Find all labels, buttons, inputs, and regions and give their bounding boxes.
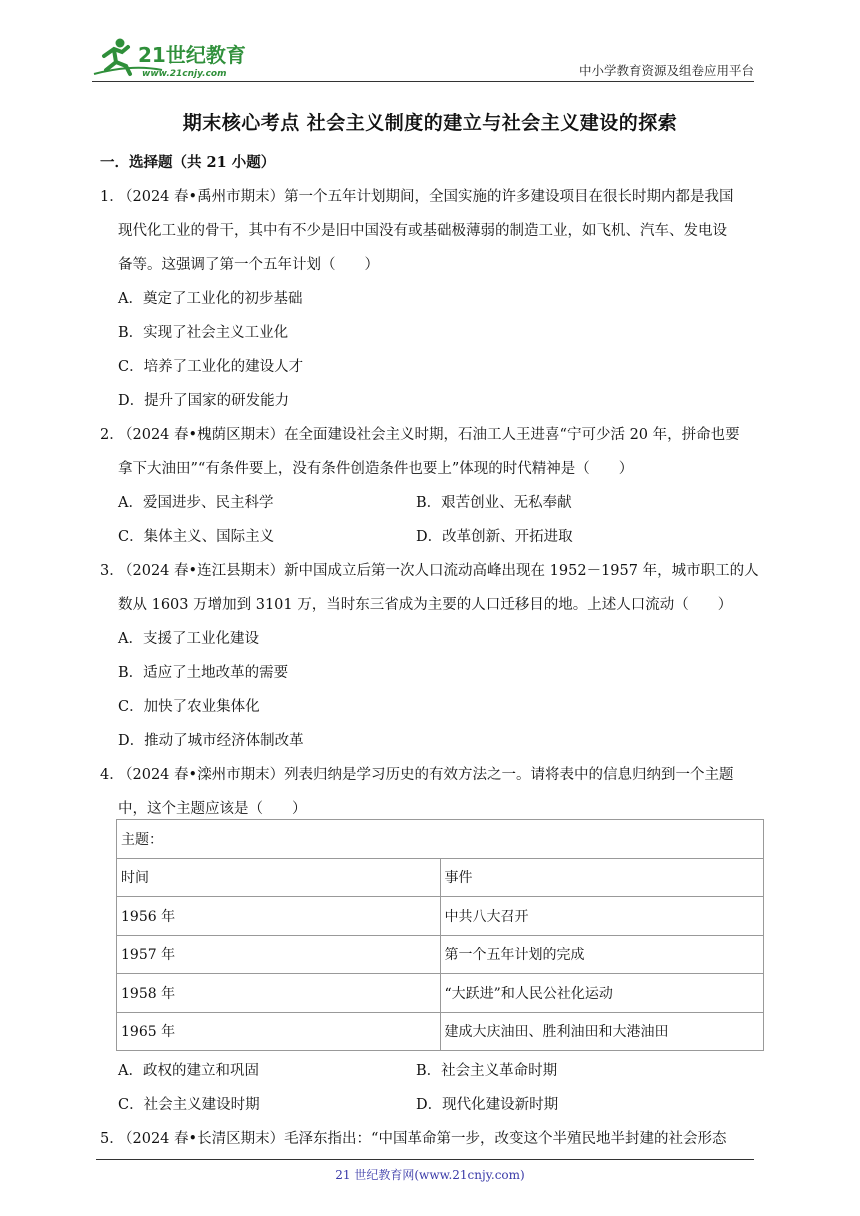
option-b[interactable]: B．适应了土地改革的需要 bbox=[118, 665, 289, 681]
question-number: 4． bbox=[100, 767, 124, 783]
question-number: 5． bbox=[100, 1131, 124, 1147]
table-cell: 1958 年 bbox=[117, 974, 441, 1013]
table-header-cell: 事件 bbox=[440, 858, 764, 897]
question-text-line: （2024 春•长清区期末）毛泽东指出：“中国革命第一步，改变这个半殖民地半封建的社会形态 bbox=[118, 1131, 727, 1147]
question-text-line: （2024 春•连江县期末）新中国成立后第一次人口流动高峰出现在 1952－1957 年，城市职工的人 bbox=[118, 563, 759, 579]
option-d[interactable]: D．改革创新、开拓进取 bbox=[416, 529, 573, 545]
table-topic-cell: 主题： bbox=[117, 820, 764, 859]
question-text-line: 拿下大油田”“有条件要上，没有条件创造条件也要上”体现的时代精神是（ ） bbox=[118, 461, 634, 477]
page-title: 期末核心考点 社会主义制度的建立与社会主义建设的探索 bbox=[182, 112, 678, 134]
table-cell: “大跃进”和人民公社化运动 bbox=[440, 974, 764, 1013]
option-a[interactable]: A．奠定了工业化的初步基础 bbox=[118, 291, 303, 307]
svg-text:21世纪教育: 21世纪教育 bbox=[138, 43, 246, 67]
option-b[interactable]: B．社会主义革命时期 bbox=[416, 1063, 558, 1079]
option-a[interactable]: A．政权的建立和巩固 bbox=[118, 1063, 259, 1079]
option-a[interactable]: A．爱国进步、民主科学 bbox=[118, 495, 274, 511]
question-text-line: （2024 春•禹州市期末）第一个五年计划期间，全国实施的许多建设项目在很长时期内都是我国 bbox=[118, 189, 734, 205]
option-c[interactable]: C．加快了农业集体化 bbox=[118, 699, 260, 715]
option-b[interactable]: B．实现了社会主义工业化 bbox=[118, 325, 289, 341]
header-divider bbox=[92, 81, 754, 82]
question-text-line: （2024 春•滦州市期末）列表归纳是学习历史的有效方法之一。请将表中的信息归纳到一个主题 bbox=[118, 767, 734, 783]
table-row bbox=[117, 897, 764, 936]
option-c[interactable]: C．培养了工业化的建设人才 bbox=[118, 359, 304, 375]
summary-table bbox=[116, 819, 764, 1051]
table-row bbox=[117, 820, 764, 859]
table-cell: 建成大庆油田、胜利油田和大港油田 bbox=[440, 1012, 764, 1051]
table-cell: 第一个五年计划的完成 bbox=[440, 935, 764, 974]
option-c[interactable]: C．社会主义建设时期 bbox=[118, 1097, 260, 1113]
table-cell: 1965 年 bbox=[117, 1012, 441, 1051]
table-header-row bbox=[117, 858, 764, 897]
table-row bbox=[117, 974, 764, 1013]
question-number: 3． bbox=[100, 563, 124, 579]
option-d[interactable]: D．提升了国家的研发能力 bbox=[118, 393, 290, 409]
question-text-line: 数从 1603 万增加到 3101 万，当时东三省成为主要的人口迁移目的地。上述人口流动（ ） bbox=[118, 597, 733, 613]
footer-divider bbox=[96, 1159, 754, 1160]
option-c[interactable]: C．集体主义、国际主义 bbox=[118, 529, 275, 545]
table-cell: 1957 年 bbox=[117, 935, 441, 974]
question-text-line: 备等。这强调了第一个五年计划（ ） bbox=[118, 257, 379, 273]
option-a[interactable]: A．支援了工业化建设 bbox=[118, 631, 259, 647]
section-heading: 一．选择题（共 21 小题） bbox=[100, 154, 276, 171]
option-b[interactable]: B．艰苦创业、无私奉献 bbox=[416, 495, 572, 511]
table-header-cell: 时间 bbox=[117, 858, 441, 897]
table-row bbox=[117, 935, 764, 974]
table-row bbox=[117, 1012, 764, 1051]
option-d[interactable]: D．现代化建设新时期 bbox=[416, 1097, 559, 1113]
question-text-line: 中，这个主题应该是（ ） bbox=[118, 801, 307, 817]
table-cell: 1956 年 bbox=[117, 897, 441, 936]
platform-name: 中小学教育资源及组卷应用平台 bbox=[578, 63, 754, 78]
question-text-line: （2024 春•槐荫区期末）在全面建设社会主义时期，石油工人王进喜“宁可少活 20 年，拼命也要 bbox=[118, 427, 740, 443]
table-cell: 中共八大召开 bbox=[440, 897, 764, 936]
question-number: 2． bbox=[100, 427, 124, 443]
question-text-line: 现代化工业的骨干，其中有不少是旧中国没有或基础极薄弱的制造工业，如飞机、汽车、发电设 bbox=[118, 223, 727, 239]
option-d[interactable]: D．推动了城市经济体制改革 bbox=[118, 733, 304, 749]
svg-text:www.21cnjy.com: www.21cnjy.com bbox=[142, 69, 227, 79]
footer-text: 21 世纪教育网(www.21cnjy.com) bbox=[335, 1168, 525, 1182]
question-number: 1． bbox=[100, 189, 124, 205]
site-logo bbox=[92, 34, 262, 80]
